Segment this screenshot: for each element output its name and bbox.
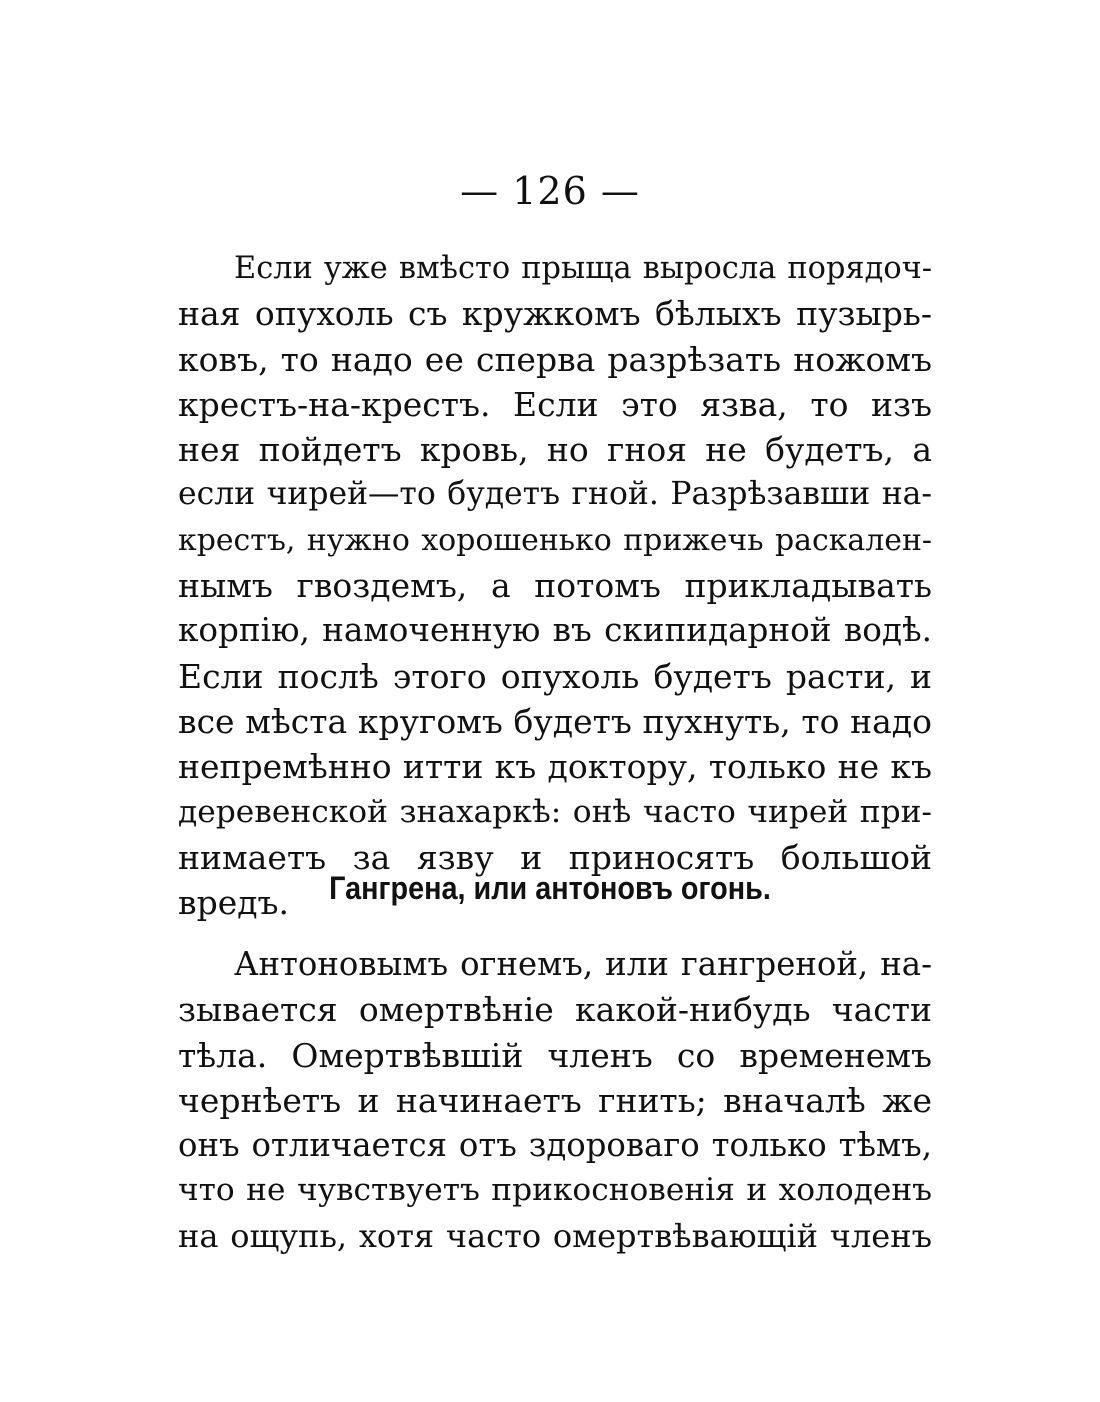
text-line: вредъ.: [178, 883, 290, 923]
text-line: непремѣнно итти къ доктору, только не къ: [178, 747, 932, 787]
text-line: что не чувствуетъ прикосновенія и холоденъ: [178, 1172, 932, 1209]
text-line: все мѣста кругомъ будетъ пухнуть, то надо: [178, 701, 932, 741]
text-line: Антоновымъ огнемъ, или гангреной, на-: [234, 945, 932, 983]
text-line: ная опухоль съ кружкомъ бѣлыхъ пузырь-: [178, 294, 932, 334]
text-line: Если уже вмѣсто прыща выросла порядоч-: [234, 251, 932, 286]
text-line: если чирей—то будетъ гной. Разрѣзавши на-: [178, 476, 932, 513]
text-line: на ощупь, хотя часто омертвѣвающій членъ: [178, 1216, 932, 1255]
section-title: Гангрена, или антоновъ огонь.: [329, 870, 771, 906]
text-line: онъ отличается отъ здороваго только тѣмъ,: [178, 1126, 932, 1165]
text-line: зывается омертвѣніе какой-нибудь части: [178, 990, 932, 1030]
paragraph-gangrene: [178, 942, 932, 1259]
text-line: корпію, намоченную въ скипидарной водѣ.: [178, 611, 932, 650]
text-line: ковъ, то надо ее сперва разрѣзать ножомъ: [178, 339, 932, 379]
paragraph-ulcer-treatment: [178, 246, 932, 925]
page-number: — 126 —: [460, 169, 640, 213]
text-line: крестъ, нужно хорошенько прижечь раскален-: [178, 522, 932, 558]
text-line: Если послѣ этого опухоль будетъ расти, и: [178, 656, 932, 696]
text-line: чернѣетъ и начинаетъ гнить; вначалѣ же: [178, 1080, 932, 1120]
text-line: нымъ гвоздемъ, а потомъ прикладывать: [178, 566, 932, 606]
text-line: тѣла. Омертвѣвшій членъ со временемъ: [178, 1035, 932, 1075]
text-line: крестъ-на-крестъ. Если это язва, то изъ: [178, 384, 932, 424]
text-line: нимаетъ за язву и приносятъ большой: [178, 837, 932, 877]
text-line: нея пойдетъ кровь, но гноя не будетъ, а: [178, 430, 932, 470]
text-line: деревенской знахаркѣ: онѣ часто чирей при-: [178, 793, 932, 830]
